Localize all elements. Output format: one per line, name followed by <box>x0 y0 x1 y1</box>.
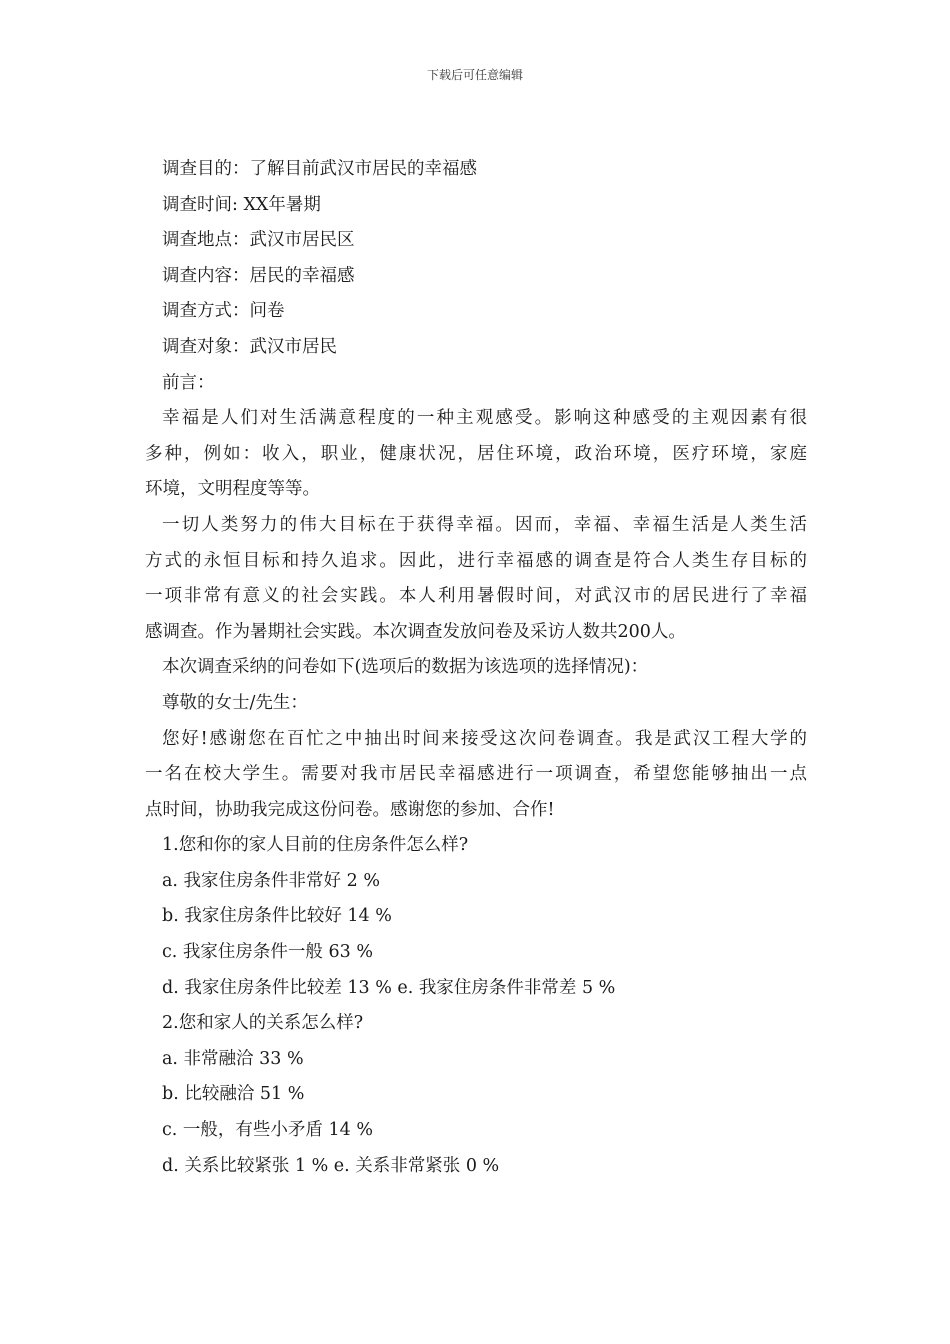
preface-paragraph-2-line-3: 一项非常有意义的社会实践。本人利用暑假时间，对武汉市的居民进行了幸福 <box>145 586 807 607</box>
survey-time: 调查时间: XX年暑期 <box>162 194 321 215</box>
question-2: 2.您和家人的关系怎么样? <box>162 1013 364 1034</box>
question-1: 1.您和你的家人目前的住房条件怎么样? <box>162 835 469 856</box>
question-2-option-c: c. 一般，有些小矛盾 14 % <box>162 1120 373 1141</box>
greeting-line-2: 一名在校大学生。需要对我市居民幸福感进行一项调查，希望您能够抽出一点 <box>145 764 807 785</box>
question-1-option-c: c. 我家住房条件一般 63 % <box>162 942 373 963</box>
page-header-note: 下载后可任意编辑 <box>426 68 523 82</box>
salutation: 尊敬的女士/先生： <box>162 692 308 713</box>
survey-subjects: 调查对象：武汉市居民 <box>162 336 337 357</box>
question-2-option-d-e: d. 关系比较紧张 1 % e. 关系非常紧张 0 % <box>162 1155 500 1176</box>
survey-purpose: 调查目的：了解目前武汉市居民的幸福感 <box>162 159 477 179</box>
question-1-option-d-e: d. 我家住房条件比较差 13 % e. 我家住房条件非常差 5 % <box>162 977 616 998</box>
greeting-line-3: 点时间，协助我完成这份问卷。感谢您的参加、合作! <box>145 799 555 820</box>
preface-paragraph-1-line-3: 环境，文明程度等等。 <box>145 479 320 500</box>
preface-paragraph-2-line-1: 一切人类努力的伟大目标在于获得幸福。因而，幸福、幸福生活是人类生活 <box>162 514 807 535</box>
question-2-option-b: b. 比较融洽 51 % <box>162 1084 305 1105</box>
question-1-option-a: a. 我家住房条件非常好 2 % <box>162 870 380 891</box>
preface-paragraph-1-line-1: 幸福是人们对生活满意程度的一种主观感受。影响这种感受的主观因素有很 <box>162 408 807 429</box>
preface-paragraph-1-line-2: 多种，例如：收入，职业，健康状况，居住环境，政治环境，医疗环境，家庭 <box>145 443 807 464</box>
preface-heading: 前言： <box>162 372 215 393</box>
question-1-option-b: b. 我家住房条件比较好 14 % <box>162 906 392 927</box>
survey-content: 调查内容：居民的幸福感 <box>162 265 355 286</box>
document-body <box>145 152 807 1184</box>
preface-paragraph-2-line-2: 方式的永恒目标和持久追求。因此，进行幸福感的调查是符合人类生存目标的 <box>145 550 807 571</box>
greeting-line-1: 您好!感谢您在百忙之中抽出时间来接受这次问卷调查。我是武汉工程大学的 <box>162 728 807 749</box>
preface-paragraph-2-line-4: 感调查。作为暑期社会实践。本次调查发放问卷及采访人数共200人。 <box>145 621 686 642</box>
survey-location: 调查地点：武汉市居民区 <box>162 230 355 251</box>
survey-method: 调查方式：问卷 <box>162 301 285 322</box>
questionnaire-intro: 本次调查采纳的问卷如下(选项后的数据为该选项的选择情况)： <box>162 657 649 678</box>
question-2-option-a: a. 非常融洽 33 % <box>162 1048 304 1069</box>
